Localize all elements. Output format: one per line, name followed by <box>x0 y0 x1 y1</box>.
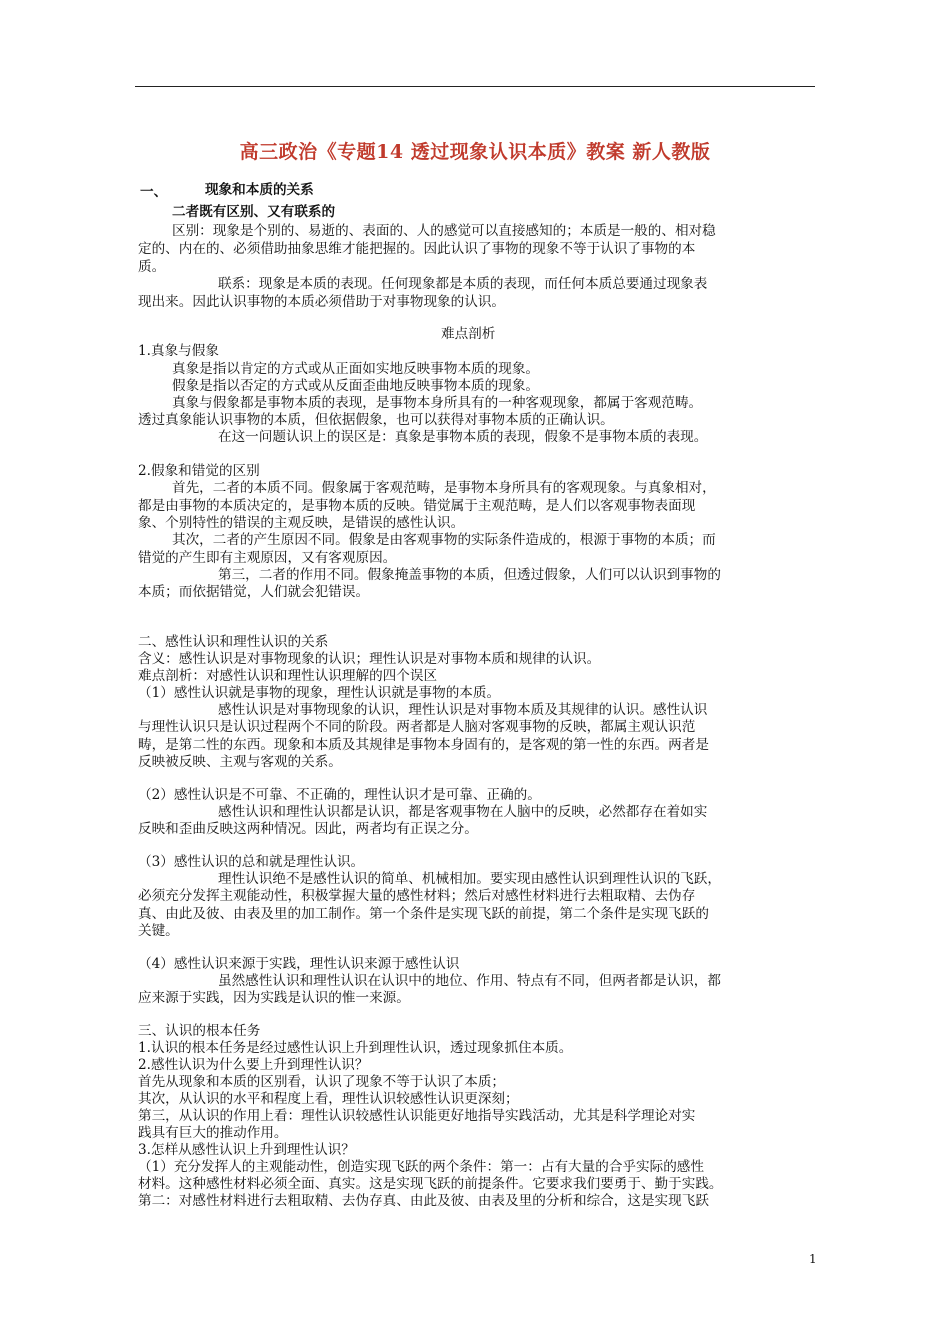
text-line: 反映和歪曲反映这两种情况。因此，两者均有正误之分。 <box>138 821 478 837</box>
text-line: 真象与假象都是事物本质的表现，是事物本身所具有的一种客观现象，都属于客观范畴。 <box>172 395 703 411</box>
text-line: 感性认识和理性认识都是认识，都是客观事物在人脑中的反映，必然都存在着如实 <box>218 804 708 820</box>
text-line: 首先，二者的本质不同。假象属于客观范畴，是事物本身所具有的客观现象。与真象相对， <box>172 480 716 496</box>
text-line: 2.感性认识为什么要上升到理性认识？ <box>138 1057 369 1073</box>
text-line: （1）充分发挥人的主观能动性，创造实现飞跃的两个条件：第一：占有大量的合乎实际的感性 <box>138 1159 704 1175</box>
document-title: 高三政治《专题14 透过现象认识本质》教案 新人教版 <box>239 141 711 163</box>
text-line: 三、认识的根本任务 <box>138 1023 261 1039</box>
text-line: 反映被反映、主观与客观的关系。 <box>138 754 342 770</box>
text-line: 1.真象与假象 <box>138 343 219 359</box>
text-line: 首先从现象和本质的区别看，认识了现象不等于认识了本质； <box>138 1074 506 1090</box>
text-line: 区别：现象是个别的、易逝的、表面的、人的感觉可以直接感知的；本质是一般的、相对稳 <box>172 223 716 239</box>
text-line: 1.认识的根本任务是经过感性认识上升到理性认识，透过现象抓住本质。 <box>138 1040 573 1056</box>
text-line: 与理性认识只是认识过程两个不同的阶段。两者都是人脑对客观事物的反映，都属主观认识范 <box>138 719 696 735</box>
text-line: 践具有巨大的推动作用。 <box>138 1125 288 1141</box>
page-number: 1 <box>809 1252 817 1266</box>
text-line: 材料。这种感性材料必须全面、真实。这是实现飞跃的前提条件。它要求我们要勇于、勤于实践。 <box>138 1176 723 1192</box>
text-line: 应来源于实践，因为实践是认识的惟一来源。 <box>138 990 410 1006</box>
text-line: （1）感性认识就是事物的现象，理性认识就是事物的本质。 <box>138 685 501 701</box>
text-line: 虽然感性认识和理性认识在认识中的地位、作用、特点有不同，但两者都是认识，都 <box>218 973 721 989</box>
text-line: 其次，从认识的水平和程度上看，理性认识较感性认识更深刻； <box>138 1091 519 1107</box>
text-line: 理性认识绝不是感性认识的简单、机械相加。要实现由感性认识到理性认识的飞跃， <box>218 871 721 887</box>
text-line: （3）感性认识的总和就是理性认识。 <box>138 854 365 870</box>
text-line: 在这一问题认识上的误区是：真象是事物本质的表现，假象不是事物本质的表现。 <box>218 429 708 445</box>
text-line: 第三，二者的作用不同。假象掩盖事物的本质，但透过假象，人们可以认识到事物的 <box>218 567 721 583</box>
text-line: 质。 <box>138 259 166 275</box>
text-line: 含义：感性认识是对事物现象的认识；理性认识是对事物本质和规律的认识。 <box>138 651 601 667</box>
text-line: 2.假象和错觉的区别 <box>138 463 260 479</box>
text-line: 其次，二者的产生原因不同。假象是由客观事物的实际条件造成的，根源于事物的本质；而 <box>172 532 716 548</box>
text-line: 真象是指以肯定的方式或从正面如实地反映事物本质的现象。 <box>172 361 540 377</box>
text-line: 一、 <box>140 184 168 200</box>
text-line: 现象和本质的关系 <box>205 182 314 198</box>
text-line: 透过真象能认识事物的本质，但依据假象，也可以获得对事物本质的正确认识。 <box>138 412 614 428</box>
text-line: 联系：现象是本质的表现。任何现象都是本质的表现，而任何本质总要通过现象表 <box>218 276 708 292</box>
text-line: 3.怎样从感性认识上升到理性认识？ <box>138 1142 355 1158</box>
text-line: 本质；而依据错觉，人们就会犯错误。 <box>138 584 370 600</box>
text-line: 难点剖析 <box>441 326 496 342</box>
text-line: 都是由事物的本质决定的，是事物本质的反映。错觉属于主观范畴，是人们以客观事物表面现 <box>138 498 696 514</box>
text-line: 二、感性认识和理性认识的关系 <box>138 634 329 650</box>
text-line: 象、个别特性的错误的主观反映，是错误的感性认识。 <box>138 515 465 531</box>
text-line: （2）感性认识是不可靠、不正确的，理性认识才是可靠、正确的。 <box>138 787 541 803</box>
text-line: 假象是指以否定的方式或从反面歪曲地反映事物本质的现象。 <box>172 378 540 394</box>
text-line: 第二：对感性材料进行去粗取精、去伪存真、由此及彼、由表及里的分析和综合，这是实现飞跃 <box>138 1193 709 1209</box>
text-line: 现出来。因此认识事物的本质必须借助于对事物现象的认识。 <box>138 294 506 310</box>
text-line: 关键。 <box>138 923 179 939</box>
text-line: 必须充分发挥主观能动性，积极掌握大量的感性材料；然后对感性材料进行去粗取精、去伪存 <box>138 888 696 904</box>
text-line: 畴，是第二性的东西。现象和本质及其规律是事物本身固有的，是客观的第一性的东西。两者是 <box>138 737 709 753</box>
text-line: 错觉的产生即有主观原因，又有客观原因。 <box>138 550 397 566</box>
text-line: 真、由此及彼、由表及里的加工制作。第一个条件是实现飞跃的前提，第二个条件是实现飞跃的 <box>138 906 709 922</box>
text-line: 二者既有区别、又有联系的 <box>172 204 336 220</box>
text-line: 定的、内在的、必须借助抽象思维才能把握的。因此认识了事物的现象不等于认识了事物的本 <box>138 241 696 257</box>
text-line: 难点剖析：对感性认识和理性认识理解的四个误区 <box>138 668 438 684</box>
text-line: （4）感性认识来源于实践，理性认识来源于感性认识 <box>138 956 460 972</box>
text-line: 第三，从认识的作用上看：理性认识较感性认识能更好地指导实践活动，尤其是科学理论对实 <box>138 1108 696 1124</box>
header-rule <box>135 86 815 87</box>
text-line: 感性认识是对事物现象的认识，理性认识是对事物本质及其规律的认识。感性认识 <box>218 702 708 718</box>
